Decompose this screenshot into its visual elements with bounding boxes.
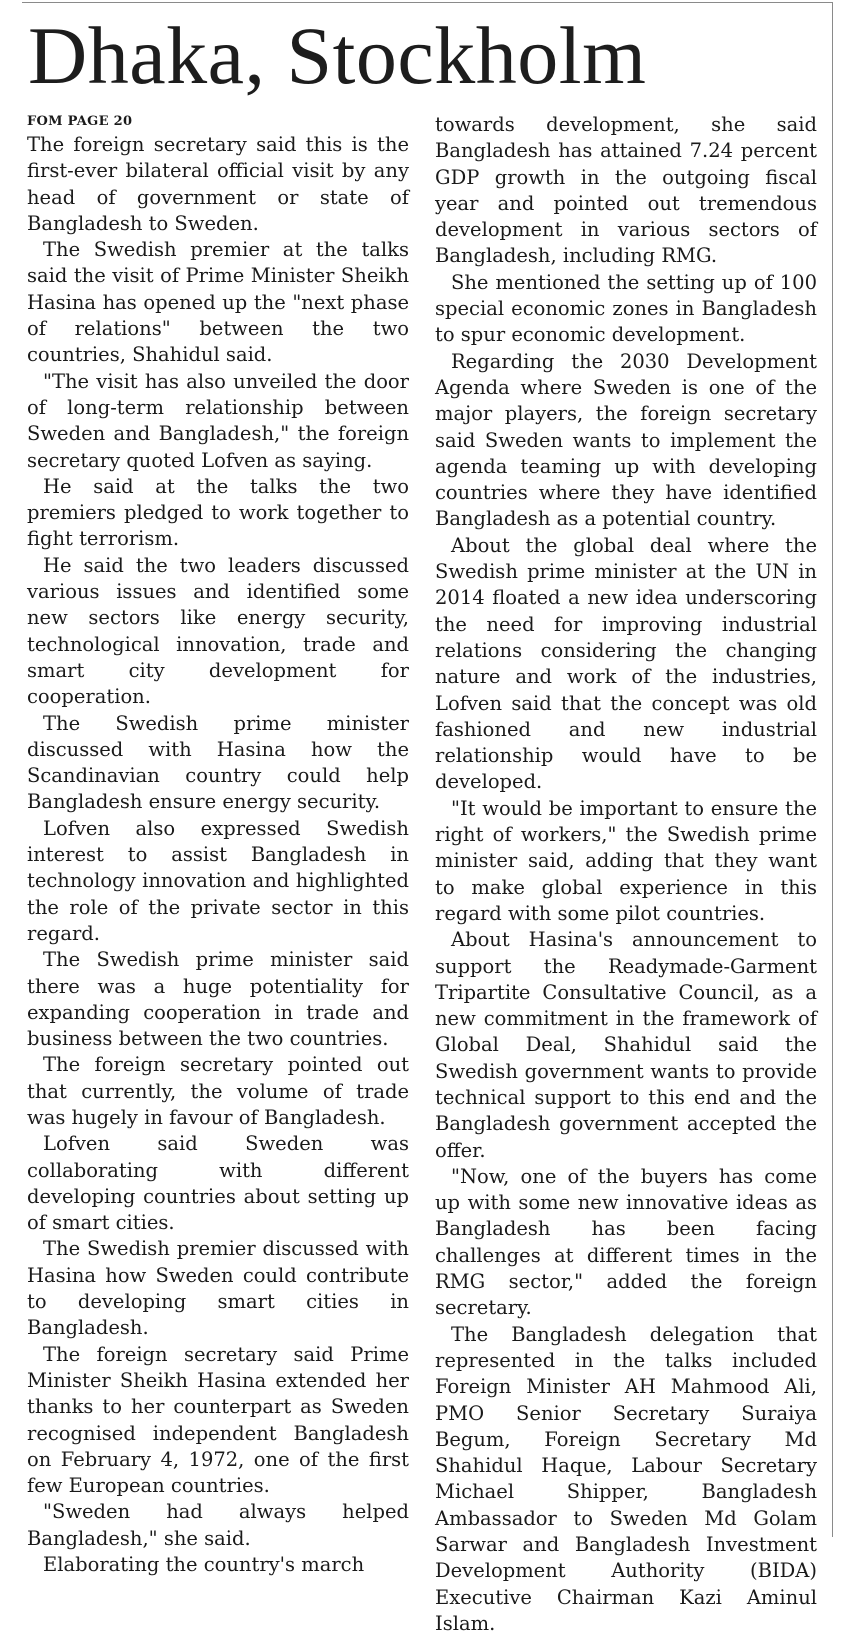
paragraph: Elaborating the country's march	[43, 1553, 365, 1577]
paragraph-continuation: towards development, she said Bangladesh has attained 7.24 percent GDP growth in the outgoing fiscal year and pointed out tremendous development in various sectors of Bangladesh, including RMG.	[435, 113, 817, 268]
paragraph: The foreign secretary said Prime Minister Sheikh Hasina extended her thanks to her counterpart as Sweden recognised independent Bangladesh on February 4, 1972, one of the first few European countries.	[27, 1342, 409, 1498]
paragraph: The Swedish prime minister said there was a huge potentiality for expanding cooperation in trade and business between the two countries.	[27, 948, 409, 1051]
paragraph: Regarding the 2030 Development Agenda where Sweden is one of the major players, the foreign secretary said Sweden wants to implement the agenda teaming up with developing countries where they have identified Bangladesh as a potential country.	[435, 349, 817, 531]
paragraph: The Swedish prime minister discussed with Hasina how the Scandinavian country could help Bangladesh ensure energy security.	[27, 711, 409, 814]
paragraph: About the global deal where the Swedish prime minister at the UN in 2014 floated a new idea underscoring the need for improving industrial relations considering the changing nature and work of the industries, Lofven said that the concept was old fashioned and new industrial relationship would have to be developed.	[435, 533, 817, 794]
paragraph: Lofven said Sweden was collaborating with different developing countries about setting up of smart cities.	[27, 1132, 409, 1235]
paragraph: He said at the talks the two premiers pledged to work together to fight terrorism.	[27, 474, 409, 551]
paragraph: "Sweden had always helped Bangladesh," she said.	[27, 1500, 409, 1550]
right-column-rule	[832, 2, 833, 1537]
paragraph: The Swedish premier discussed with Hasina how Sweden could contribute to developing smart cities in Bangladesh.	[27, 1237, 409, 1340]
paragraph: "The visit has also unveiled the door of long-term relationship between Sweden and Bangladesh," the foreign secretary quoted Lofven as saying.	[27, 369, 409, 472]
right-column	[435, 112, 817, 1635]
paragraph: He said the two leaders discussed various issues and identified some new sectors like energy security, technological innovation, trade and smart city development for cooperation.	[27, 553, 409, 709]
headline: Dhaka, Stockholm	[28, 10, 647, 101]
paragraph: The foreign secretary pointed out that currently, the volume of trade was hugely in favour of Bangladesh.	[27, 1053, 409, 1129]
dateline: FOM PAGE 20	[27, 114, 133, 129]
paragraph: She mentioned the setting up of 100 special economic zones in Bangladesh to spur economic development.	[435, 270, 817, 347]
paragraph: About Hasina's announcement to support the Readymade-Garment Tripartite Consultative Council, as a new commitment in the framework of Global Deal, Shahidul said the Swedish government wants to provide technical support to this end and the Bangladesh government accepted the offer.	[435, 928, 817, 1162]
paragraph: The Bangladesh delegation that represented in the talks included Foreign Minister AH Mahmood Ali, PMO Senior Secretary Suraiya Begum, Foreign Secretary Md Shahidul Haque, Labour Secretary Michael Shipper, Bangladesh Ambassador to Sweden Md Golam Sarwar and Bangladesh Investment Development Authority (BIDA) Executive Chairman Kazi Aminul Islam.	[435, 1322, 817, 1635]
paragraph: "It would be important to ensure the right of workers," the Swedish prime minister said, adding that they want to make global experience in this regard with some pilot countries.	[435, 796, 817, 925]
paragraph: The Swedish premier at the talks said the visit of Prime Minister Sheikh Hasina has opened up the "next phase of relations" between the two countries, Shahidul said.	[27, 238, 409, 367]
left-column	[27, 112, 409, 1577]
top-rule	[22, 2, 833, 3]
paragraph: The foreign secretary said this is the first-ever bilateral official visit by any head of government or state of Bangladesh to Sweden.	[27, 133, 409, 235]
paragraph: "Now, one of the buyers has come up with some new innovative ideas as Bangladesh has been facing challenges at different times in the RMG sector," added the foreign secretary.	[435, 1164, 817, 1320]
paragraph: Lofven also expressed Swedish interest to assist Bangladesh in technology innovation and highlighted the role of the private sector in this regard.	[27, 816, 409, 945]
